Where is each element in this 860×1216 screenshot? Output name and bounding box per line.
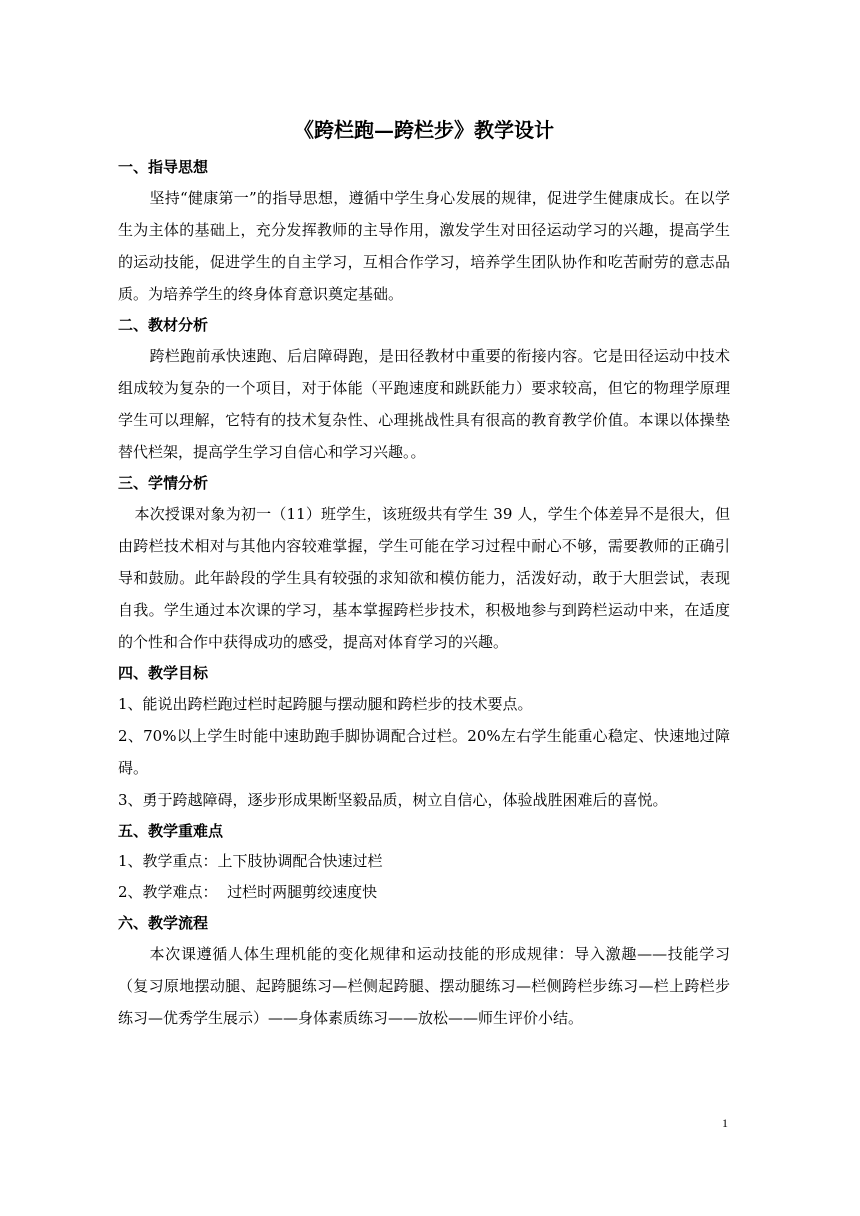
- section-heading: 五、教学重难点: [118, 822, 224, 840]
- section-material: [118, 310, 730, 468]
- key-point-item: 2、教学难点： 过栏时两腿剪绞速度快: [118, 883, 378, 901]
- objective-item: 3、勇于跨越障碍，逐步形成果断坚毅品质，树立自信心，体验战胜困难后的喜悦。: [118, 791, 668, 809]
- section-process: [118, 908, 730, 1034]
- section-heading: 六、教学流程: [118, 914, 209, 932]
- page-number: 1: [722, 1116, 728, 1130]
- section-heading: 三、学情分析: [118, 474, 209, 492]
- section-paragraph: 跨栏跑前承快速跑、后启障碍跑，是田径教材中重要的衔接内容。它是田径运动中技术组成较为复杂的一个项目，对于体能（平跑速度和跳跃能力）要求较高，但它的物理学原理学生可以理解，它特有的技术复杂性、心理挑战性具有很高的教育教学价值。本课以体操垫替代栏架，提高学生学习自信心和学习兴趣。。: [118, 347, 730, 461]
- section-heading: 二、教材分析: [118, 316, 209, 334]
- section-heading: 一、指导思想: [118, 158, 209, 176]
- document-title: 《跨栏跑—跨栏步》教学设计: [294, 118, 554, 142]
- section-key-points: [118, 816, 730, 908]
- page-content: [118, 112, 730, 1034]
- section-paragraph: 坚持“健康第一”的指导思想，遵循中学生身心发展的规律，促进学生健康成长。在以学生为主体的基础上，充分发挥教师的主导作用，激发学生对田径运动学习的兴趣，提高学生的运动技能，促进学生的自主学习，互相合作学习，培养学生团队协作和吃苦耐劳的意志品质。为培养学生的终身体育意识奠定基础。: [118, 189, 730, 303]
- objective-item: 2、70%以上学生时能中速助跑手脚协调配合过栏。20%左右学生能重心稳定、快速地过障碍。: [118, 727, 730, 777]
- section-paragraph: 本次授课对象为初一（11）班学生，该班级共有学生 39 人，学生个体差异不是很大，但由跨栏技术相对与其他内容较难掌握，学生可能在学习过程中耐心不够，需要教师的正确引导和鼓励。此年龄段的学生具有较强的求知欲和模仿能力，活泼好动，敢于大胆尝试，表现自我。学生通过本次课的学习，基本掌握跨栏步技术，积极地参与到跨栏运动中来，在适度的个性和合作中获得成功的感受，提高对体育学习的兴趣。: [118, 505, 730, 651]
- section-students: [118, 468, 730, 658]
- key-point-item: 1、教学重点：上下肢协调配合快速过栏: [118, 852, 383, 870]
- section-heading: 四、教学目标: [118, 664, 209, 682]
- section-paragraph: 本次课遵循人体生理机能的变化规律和运动技能的形成规律：导入激趣——技能学习（复习原地摆动腿、起跨腿练习—栏侧起跨腿、摆动腿练习—栏侧跨栏步练习—栏上跨栏步练习—优秀学生展示）——身体素质练习——放松——师生评价小结。: [118, 945, 730, 1027]
- section-guiding: [118, 152, 730, 310]
- objective-item: 1、能说出跨栏跑过栏时起跨腿与摆动腿和跨栏步的技术要点。: [118, 695, 533, 713]
- section-objectives: [118, 658, 730, 816]
